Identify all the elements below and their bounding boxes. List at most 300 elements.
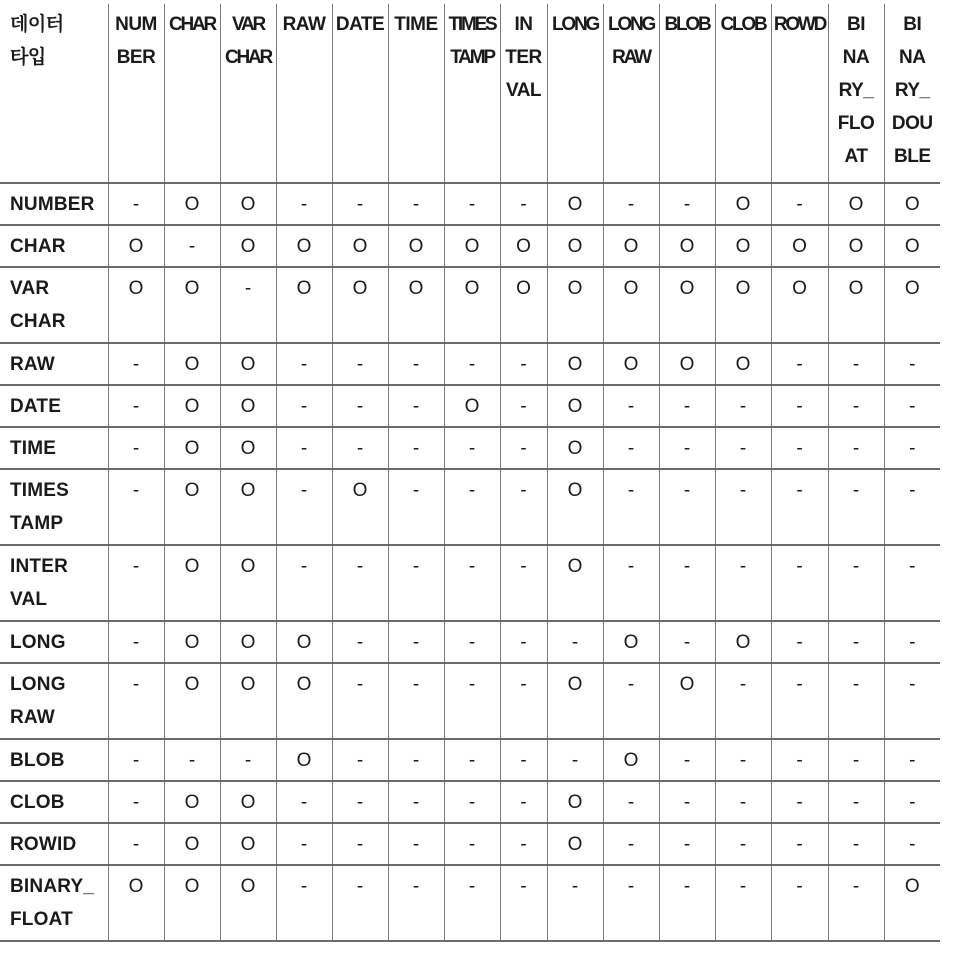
conversion-cell: O [220, 427, 276, 469]
column-header-line: VAL [505, 80, 542, 101]
conversion-cell: O [220, 385, 276, 427]
row-header-line: LONG [10, 674, 66, 695]
row-header [0, 621, 108, 663]
conversion-cell: - [388, 823, 444, 865]
conversion-cell: - [659, 469, 715, 545]
conversion-cell: O [603, 343, 659, 385]
conversion-cell: - [276, 469, 332, 545]
column-header-line: DATE [335, 14, 385, 35]
column-header-line: AT [844, 146, 868, 167]
conversion-cell: - [771, 469, 828, 545]
conversion-cell: O [164, 781, 220, 823]
conversion-cell: O [164, 469, 220, 545]
conversion-cell: O [771, 267, 828, 343]
conversion-cell: - [659, 545, 715, 621]
conversion-cell: - [715, 469, 771, 545]
column-header-line: NA [842, 47, 870, 68]
conversion-cell: O [444, 267, 500, 343]
conversion-cell: - [500, 183, 547, 225]
conversion-cell: - [388, 545, 444, 621]
conversion-cell: - [332, 183, 388, 225]
conversion-cell: - [220, 739, 276, 781]
conversion-cell: O [547, 385, 603, 427]
conversion-cell: O [220, 781, 276, 823]
table-row [0, 225, 940, 267]
row-header [0, 225, 108, 267]
column-header [164, 4, 220, 183]
conversion-cell: O [603, 267, 659, 343]
table-row [0, 545, 940, 621]
row-header [0, 427, 108, 469]
row-header-line: DATE [10, 396, 62, 417]
conversion-cell: - [828, 545, 884, 621]
conversion-cell: O [164, 385, 220, 427]
row-header [0, 823, 108, 865]
conversion-cell: - [884, 621, 940, 663]
conversion-cell: - [108, 183, 164, 225]
row-header-line: BINARY_ [10, 876, 95, 897]
conversion-cell: - [828, 865, 884, 941]
conversion-cell: - [388, 385, 444, 427]
conversion-cell: - [828, 739, 884, 781]
conversion-cell: O [276, 267, 332, 343]
row-header-line: RAW [10, 354, 55, 375]
conversion-cell: - [332, 343, 388, 385]
conversion-cell: - [444, 781, 500, 823]
conversion-cell: - [500, 427, 547, 469]
row-header-line: BLOB [10, 750, 65, 771]
conversion-cell: O [220, 545, 276, 621]
column-header-line: RAW [282, 14, 326, 35]
conversion-cell: - [108, 739, 164, 781]
column-header [884, 4, 940, 183]
conversion-cell: - [332, 385, 388, 427]
conversion-cell: - [659, 823, 715, 865]
column-header-line: CHAR [168, 14, 216, 35]
row-header [0, 781, 108, 823]
conversion-cell: - [500, 865, 547, 941]
conversion-cell: - [659, 385, 715, 427]
conversion-cell: - [444, 823, 500, 865]
datatype-conversion-table [0, 4, 940, 942]
conversion-cell: - [332, 865, 388, 941]
conversion-cell: - [388, 469, 444, 545]
conversion-cell: - [771, 865, 828, 941]
conversion-cell: - [276, 865, 332, 941]
conversion-cell: - [771, 621, 828, 663]
corner-label-line: 타입 [10, 47, 46, 68]
conversion-cell: O [220, 663, 276, 739]
conversion-cell: - [108, 781, 164, 823]
conversion-cell: - [164, 225, 220, 267]
conversion-cell: - [771, 343, 828, 385]
conversion-cell: - [828, 469, 884, 545]
conversion-cell: - [715, 865, 771, 941]
column-header [276, 4, 332, 183]
conversion-cell: - [276, 183, 332, 225]
conversion-cell: - [771, 385, 828, 427]
conversion-cell: O [547, 427, 603, 469]
column-header-line: BI [847, 14, 865, 35]
conversion-cell: O [164, 865, 220, 941]
conversion-cell: O [164, 823, 220, 865]
conversion-cell: - [828, 427, 884, 469]
conversion-cell: O [388, 267, 444, 343]
conversion-cell: - [715, 385, 771, 427]
row-header-line: ROWID [10, 834, 77, 855]
conversion-cell: - [332, 427, 388, 469]
table-row [0, 621, 940, 663]
conversion-cell: - [547, 739, 603, 781]
conversion-cell: O [108, 267, 164, 343]
conversion-cell: - [603, 183, 659, 225]
conversion-cell: - [388, 621, 444, 663]
conversion-cell: O [500, 267, 547, 343]
conversion-cell: - [276, 427, 332, 469]
conversion-cell: - [715, 427, 771, 469]
conversion-cell: - [715, 663, 771, 739]
conversion-cell: - [771, 739, 828, 781]
conversion-cell: - [500, 663, 547, 739]
table-row [0, 385, 940, 427]
conversion-cell: - [828, 823, 884, 865]
conversion-cell: - [603, 781, 659, 823]
conversion-cell: - [771, 663, 828, 739]
conversion-cell: - [444, 183, 500, 225]
conversion-cell: O [332, 469, 388, 545]
conversion-cell: O [884, 225, 940, 267]
conversion-cell: - [603, 545, 659, 621]
conversion-cell: O [659, 267, 715, 343]
conversion-cell: O [220, 183, 276, 225]
conversion-cell: O [164, 183, 220, 225]
conversion-cell: O [276, 739, 332, 781]
conversion-cell: - [108, 545, 164, 621]
conversion-cell: O [659, 343, 715, 385]
table-row [0, 469, 940, 545]
column-header [603, 4, 659, 183]
conversion-cell: - [884, 663, 940, 739]
table-row [0, 343, 940, 385]
column-header-line: TIMES [448, 14, 496, 35]
row-header [0, 545, 108, 621]
conversion-cell: O [220, 865, 276, 941]
row-header [0, 183, 108, 225]
row-header-line: TIME [10, 438, 57, 459]
conversion-cell: O [547, 545, 603, 621]
conversion-cell: O [332, 225, 388, 267]
conversion-cell: - [276, 545, 332, 621]
conversion-cell: - [444, 545, 500, 621]
row-header-line: TAMP [10, 513, 64, 534]
row-header [0, 267, 108, 343]
table-row [0, 267, 940, 343]
conversion-cell: - [332, 781, 388, 823]
row-header-line: RAW [10, 707, 55, 728]
conversion-cell: - [884, 545, 940, 621]
conversion-cell: O [547, 267, 603, 343]
conversion-cell: - [715, 739, 771, 781]
conversion-cell: O [884, 183, 940, 225]
conversion-cell: O [547, 663, 603, 739]
column-header [444, 4, 500, 183]
conversion-cell: - [659, 781, 715, 823]
conversion-cell: - [108, 343, 164, 385]
conversion-cell: O [276, 225, 332, 267]
conversion-cell: O [108, 225, 164, 267]
conversion-cell: - [884, 781, 940, 823]
conversion-cell: O [276, 621, 332, 663]
column-header [547, 4, 603, 183]
column-header [332, 4, 388, 183]
conversion-cell: - [388, 343, 444, 385]
row-header-line: VAR [10, 278, 50, 299]
table-row [0, 781, 940, 823]
conversion-cell: O [715, 343, 771, 385]
conversion-cell: - [603, 385, 659, 427]
column-header-line: NUM [115, 14, 157, 35]
conversion-cell: O [603, 225, 659, 267]
column-header-line: TER [505, 47, 542, 68]
conversion-cell: O [828, 225, 884, 267]
column-header [388, 4, 444, 183]
conversion-cell: O [500, 225, 547, 267]
column-header [828, 4, 884, 183]
column-header-line: NA [899, 47, 926, 68]
conversion-cell: - [276, 823, 332, 865]
conversion-cell: - [771, 781, 828, 823]
conversion-cell: O [715, 183, 771, 225]
conversion-cell: - [276, 343, 332, 385]
conversion-cell: - [108, 663, 164, 739]
column-header-line: LONG [607, 14, 655, 35]
conversion-cell: O [276, 663, 332, 739]
conversion-cell: O [884, 865, 940, 941]
conversion-cell: - [771, 427, 828, 469]
conversion-cell: O [444, 225, 500, 267]
conversion-cell: O [547, 781, 603, 823]
conversion-cell: - [547, 621, 603, 663]
conversion-cell: O [603, 739, 659, 781]
table-row [0, 865, 940, 941]
conversion-cell: - [108, 427, 164, 469]
conversion-cell: - [771, 823, 828, 865]
column-header [659, 4, 715, 183]
conversion-cell: O [547, 823, 603, 865]
conversion-cell: - [884, 427, 940, 469]
row-header-line: LONG [10, 632, 66, 653]
conversion-cell: O [547, 343, 603, 385]
conversion-cell: - [828, 385, 884, 427]
conversion-cell: - [715, 823, 771, 865]
conversion-cell: - [884, 469, 940, 545]
conversion-cell: - [603, 469, 659, 545]
conversion-cell: - [500, 545, 547, 621]
conversion-cell: - [547, 865, 603, 941]
conversion-cell: - [771, 183, 828, 225]
conversion-cell: - [332, 545, 388, 621]
conversion-cell: - [276, 781, 332, 823]
row-header-line: CLOB [10, 792, 65, 813]
conversion-cell: - [388, 663, 444, 739]
conversion-cell: - [332, 823, 388, 865]
conversion-cell: O [715, 267, 771, 343]
conversion-cell: - [603, 865, 659, 941]
conversion-cell: O [828, 183, 884, 225]
header-row [0, 4, 940, 183]
conversion-cell: - [444, 343, 500, 385]
table-row [0, 663, 940, 739]
conversion-cell: - [659, 739, 715, 781]
table-row [0, 823, 940, 865]
row-header-line: TIMES [10, 480, 70, 501]
conversion-cell: - [444, 663, 500, 739]
corner-header [0, 4, 108, 183]
conversion-cell: - [500, 739, 547, 781]
conversion-cell: - [659, 621, 715, 663]
conversion-cell: - [884, 739, 940, 781]
conversion-cell: - [659, 183, 715, 225]
conversion-cell: O [220, 823, 276, 865]
row-header-line: CHAR [10, 311, 66, 332]
conversion-cell: - [603, 663, 659, 739]
column-header [771, 4, 828, 183]
row-header-line: CHAR [10, 236, 66, 257]
column-header-line: LONG [551, 14, 599, 35]
conversion-cell: - [771, 545, 828, 621]
table-row [0, 183, 940, 225]
conversion-cell: O [547, 469, 603, 545]
conversion-cell: O [220, 621, 276, 663]
conversion-cell: O [444, 385, 500, 427]
conversion-cell: O [659, 663, 715, 739]
row-header [0, 469, 108, 545]
column-header-line: BLE [894, 146, 931, 167]
conversion-cell: - [108, 621, 164, 663]
conversion-cell: - [444, 427, 500, 469]
conversion-cell: - [500, 823, 547, 865]
column-header [220, 4, 276, 183]
conversion-cell: O [164, 545, 220, 621]
column-header-line: BI [903, 14, 922, 35]
column-header-line: RAW [612, 47, 650, 68]
conversion-cell: - [884, 385, 940, 427]
conversion-cell: - [388, 781, 444, 823]
conversion-cell: - [500, 781, 547, 823]
column-header-line: TIME [394, 14, 438, 35]
column-header-line: ROWD [773, 14, 826, 35]
row-header-line: INTER [10, 556, 68, 577]
conversion-cell: O [884, 267, 940, 343]
conversion-cell: O [715, 621, 771, 663]
conversion-cell: - [388, 865, 444, 941]
conversion-cell: O [108, 865, 164, 941]
conversion-cell: - [715, 781, 771, 823]
conversion-cell: O [332, 267, 388, 343]
conversion-cell: O [715, 225, 771, 267]
conversion-cell: - [444, 865, 500, 941]
conversion-cell: - [828, 621, 884, 663]
conversion-cell: - [500, 469, 547, 545]
column-header-line: TAMP [450, 47, 494, 68]
conversion-cell: O [659, 225, 715, 267]
column-header-line: CHAR [224, 47, 272, 68]
column-header [108, 4, 164, 183]
conversion-cell: O [771, 225, 828, 267]
conversion-cell: - [108, 385, 164, 427]
conversion-cell: - [332, 663, 388, 739]
conversion-cell: - [828, 781, 884, 823]
conversion-cell: - [500, 343, 547, 385]
conversion-cell: - [108, 469, 164, 545]
row-header-line: NUMBER [10, 194, 95, 215]
conversion-cell: - [332, 621, 388, 663]
conversion-cell: - [659, 865, 715, 941]
conversion-cell: - [884, 343, 940, 385]
conversion-cell: - [276, 385, 332, 427]
table-row [0, 427, 940, 469]
conversion-cell: O [220, 469, 276, 545]
conversion-cell: O [388, 225, 444, 267]
row-header [0, 385, 108, 427]
conversion-cell: - [332, 739, 388, 781]
conversion-cell: - [659, 427, 715, 469]
conversion-cell: O [547, 225, 603, 267]
conversion-cell: - [828, 663, 884, 739]
conversion-cell: - [388, 739, 444, 781]
conversion-cell: O [164, 343, 220, 385]
conversion-cell: - [444, 621, 500, 663]
table-body [0, 183, 940, 941]
column-header [715, 4, 771, 183]
row-header [0, 865, 108, 941]
conversion-cell: - [108, 823, 164, 865]
conversion-cell: O [220, 343, 276, 385]
conversion-cell: O [220, 225, 276, 267]
conversion-cell: - [500, 385, 547, 427]
conversion-cell: O [603, 621, 659, 663]
conversion-cell: - [164, 739, 220, 781]
column-header-line: RY_ [838, 80, 874, 101]
conversion-cell: O [164, 621, 220, 663]
conversion-cell: O [828, 267, 884, 343]
conversion-cell: - [388, 427, 444, 469]
conversion-cell: O [164, 427, 220, 469]
row-header [0, 739, 108, 781]
column-header-line: RY_ [894, 80, 930, 101]
conversion-cell: - [715, 545, 771, 621]
column-header-line: BER [116, 47, 156, 68]
conversion-cell: - [603, 823, 659, 865]
conversion-cell: - [388, 183, 444, 225]
conversion-cell: - [884, 823, 940, 865]
column-header-line: IN [514, 14, 533, 35]
column-header-line: FLO [837, 113, 875, 134]
column-header-line: BLOB [664, 14, 710, 35]
conversion-cell: O [164, 663, 220, 739]
column-header-line: CLOB [720, 14, 766, 35]
conversion-cell: O [164, 267, 220, 343]
column-header [500, 4, 547, 183]
row-header [0, 343, 108, 385]
conversion-table-container [0, 4, 940, 942]
column-header-line: DOU [891, 113, 933, 134]
conversion-cell: - [500, 621, 547, 663]
conversion-cell: O [547, 183, 603, 225]
conversion-cell: - [444, 469, 500, 545]
conversion-cell: - [828, 343, 884, 385]
conversion-cell: - [444, 739, 500, 781]
